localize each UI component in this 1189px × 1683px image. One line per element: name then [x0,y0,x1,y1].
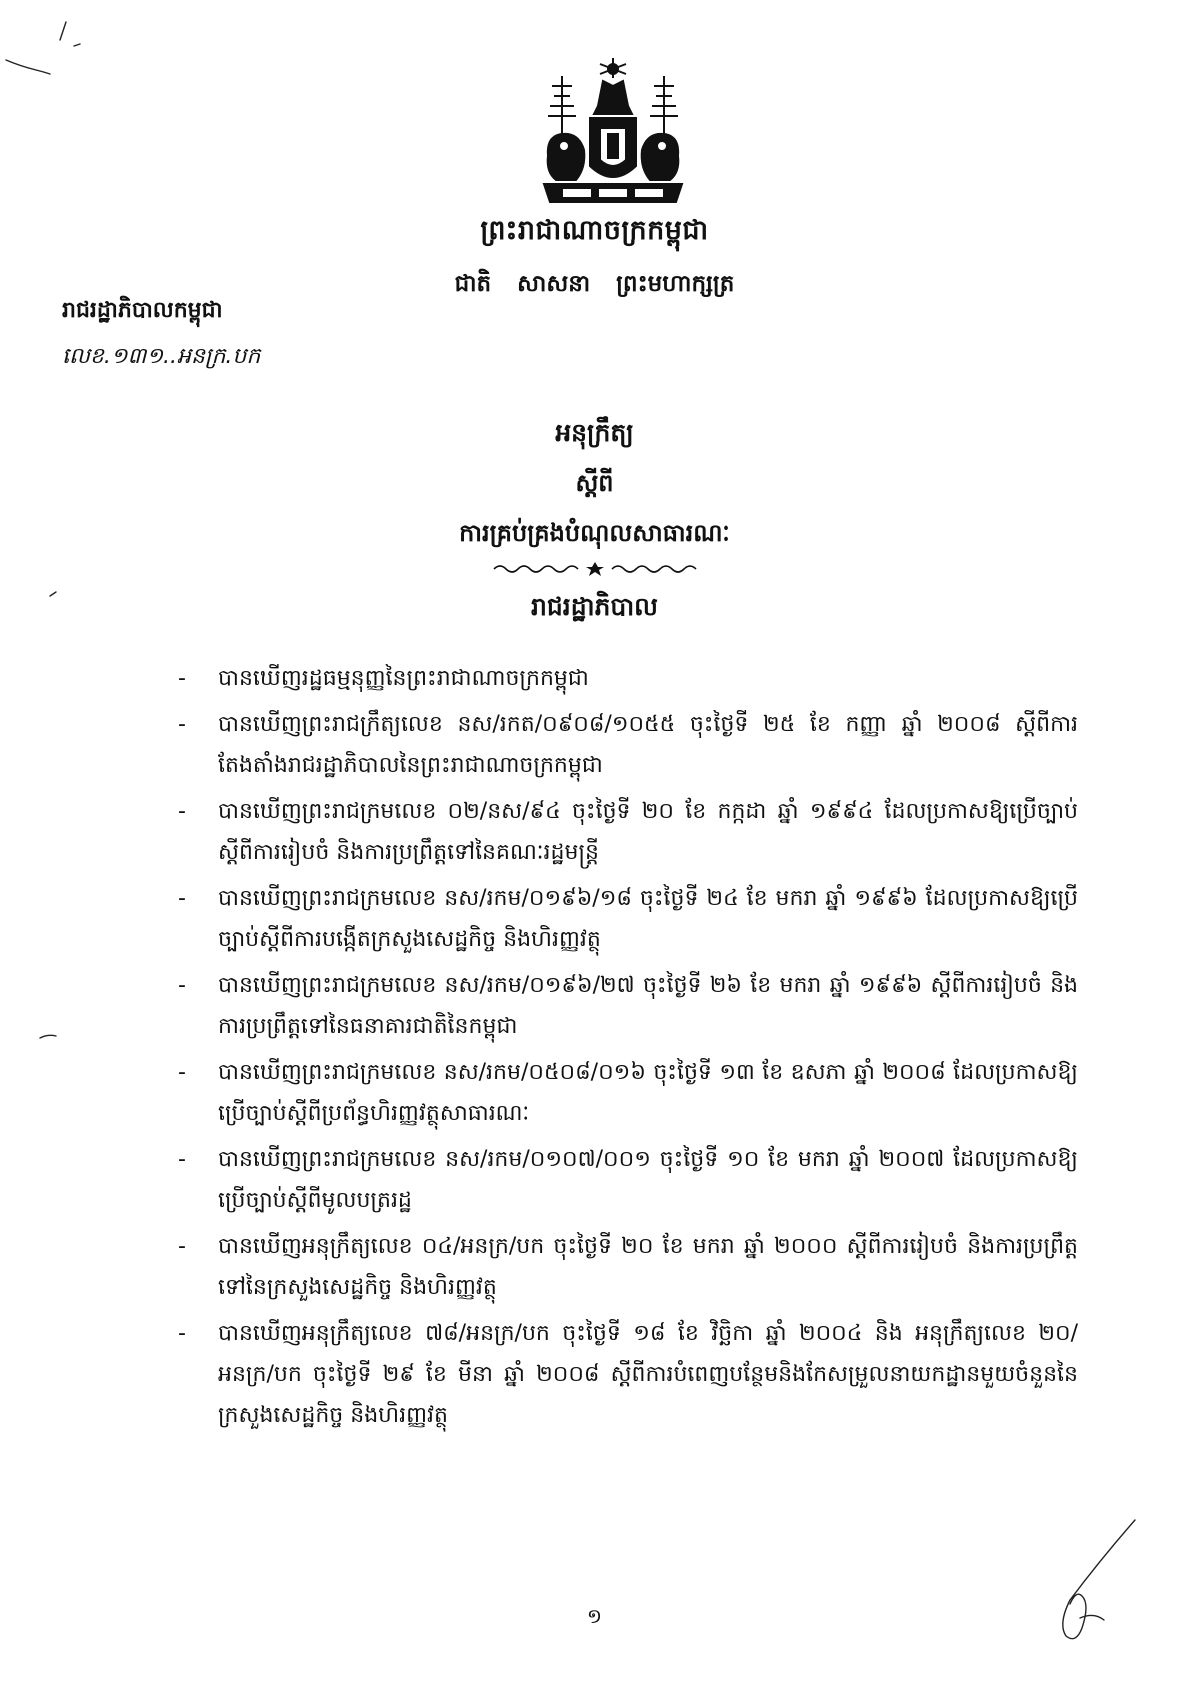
list-item [178,1139,1078,1221]
bullet-dash-icon: - [178,886,186,911]
list-item [178,1313,1078,1436]
issuing-authority: រាជរដ្ឋាភិបាល [531,592,658,621]
page-number: ១ [586,1604,603,1628]
list-item-text: បានឃើញព្រះរាជក្រមលេខ នស/រកម/០៥០៨/០១៦ ចុះថ្ងៃទី ១៣ ខែ ឧសភា ឆ្នាំ ២០០៨ ដែលប្រកាសឱ្យប្រើច្បាប់ស្ដីពីប្រព័ន្ធហិរញ្ញវត្ថុសាធារណៈ [218,1060,1078,1126]
list-item [178,1226,1078,1308]
list-item-text: បានឃើញរដ្ឋធម្មនុញ្ញនៃព្រះរាជាណាចក្រកម្ពុជា [218,666,589,691]
decorative-divider [0,562,1189,580]
list-item [178,878,1078,960]
kingdom-heading: ព្រះរាជាណាចក្រកម្ពុជា [480,215,709,246]
bullet-dash-icon: - [178,1147,186,1172]
pen-scribble-icon [6,60,50,74]
bullet-dash-icon: - [178,1060,186,1085]
list-item [178,965,1078,1047]
list-item [178,1052,1078,1134]
list-item-text: បានឃើញព្រះរាជក្រមលេខ នស/រកម/០១០៧/០០១ ចុះថ្ងៃទី ១០ ខែ មករា ឆ្នាំ ២០០៧ ដែលប្រកាសឱ្យប្រើច្បាប់ស្ដីពីមូលបត្ររដ្ឋ [218,1147,1078,1213]
list-item [178,704,1078,786]
government-name: រាជរដ្ឋាភិបាលកម្ពុជា [62,298,223,323]
list-item-text: បានឃើញព្រះរាជក្រមលេខ នស/រកម/០១៩៦/២៧ ចុះថ្ងៃទី ២៦ ខែ មករា ឆ្នាំ ១៩៩៦ ស្ដីពីការរៀបចំ និង ការប្រព្រឹត្តទៅនៃធនាគារជាតិនៃកម្ពុជា [218,973,1078,1039]
document-type-title: អនុក្រឹត្យ [555,418,634,447]
bullet-dash-icon: - [178,799,186,824]
list-item-text: បានឃើញអនុក្រឹត្យលេខ ៧៨/អនក្រ/បក ចុះថ្ងៃទី ១៨ ខែ វិច្ឆិកា ឆ្នាំ ២០០៤ និង អនុក្រឹត្យលេខ ២០/អនក្រ/បក ចុះថ្ងៃទី ២៩ ខែ មីនា ឆ្នាំ ២០០៨ ស្ដីពីការបំពេញបន្ថែមនិងកែសម្រួលនាយកដ្ឋានមួយចំនួននៃក្រសួងសេដ្ឋកិច្ច និងហិរញ្ញវត្ថុ [218,1321,1078,1428]
list-item-text: បានឃើញអនុក្រឹត្យលេខ ០៤/អនក្រ/បក ចុះថ្ងៃទី ២០ ខែ មករា ឆ្នាំ ២០០០ ស្ដីពីការរៀបចំ និងការប្រព្រឹត្តទៅនៃក្រសួងសេដ្ឋកិច្ច និងហិរញ្ញវត្ថុ [218,1234,1078,1300]
bullet-dash-icon: - [178,1321,186,1346]
list-item [178,658,1078,699]
document-subject-title: ការគ្រប់គ្រងបំណុលសាធារណៈ [459,519,730,547]
divider-ornament-icon [490,562,700,576]
list-item-text: បានឃើញព្រះរាជក្រមលេខ ០២/នស/៩៤ ចុះថ្ងៃទី ២០ ខែ កក្កដា ឆ្នាំ ១៩៩៤ ដែលប្រកាសឱ្យប្រើច្បាប់ស្ដីពីការរៀបចំ និងការប្រព្រឹត្តទៅនៃគណៈរដ្ឋមន្ត្រី [218,799,1078,865]
list-item-text: បានឃើញព្រះរាជក្រឹត្យលេខ នស/រកត/០៩០៨/១០៥៥ ចុះថ្ងៃទី ២៥ ខែ កញ្ញា ឆ្នាំ ២០០៨ ស្ដីពីការតែងតាំងរាជរដ្ឋាភិបាលនៃព្រះរាជាណាចក្រកម្ពុជា [218,712,1078,778]
reference-number: លេខ.១៣១..អនក្រ.បក [62,344,261,369]
bullet-dash-icon: - [178,1234,186,1259]
royal-coat-of-arms-emblem [528,56,698,206]
national-motto: ជាតិ សាសនា ព្រះមហាក្សត្រ [454,271,735,297]
bullet-dash-icon: - [178,666,186,691]
list-item-text: បានឃើញព្រះរាជក្រមលេខ នស/រកម/០១៩៦/១៨ ចុះថ្ងៃទី ២៤ ខែ មករា ឆ្នាំ ១៩៩៦ ដែលប្រកាសឱ្យប្រើច្បាប់ស្ដីពីការបង្កើតក្រសួងសេដ្ឋកិច្ច និងហិរញ្ញវត្ថុ [218,886,1078,952]
title-about-label: ស្ដីពី [575,469,614,497]
bullet-dash-icon: - [178,712,186,737]
bullet-dash-icon: - [178,973,186,998]
list-item [178,791,1078,873]
considerations-list [178,658,1078,1441]
